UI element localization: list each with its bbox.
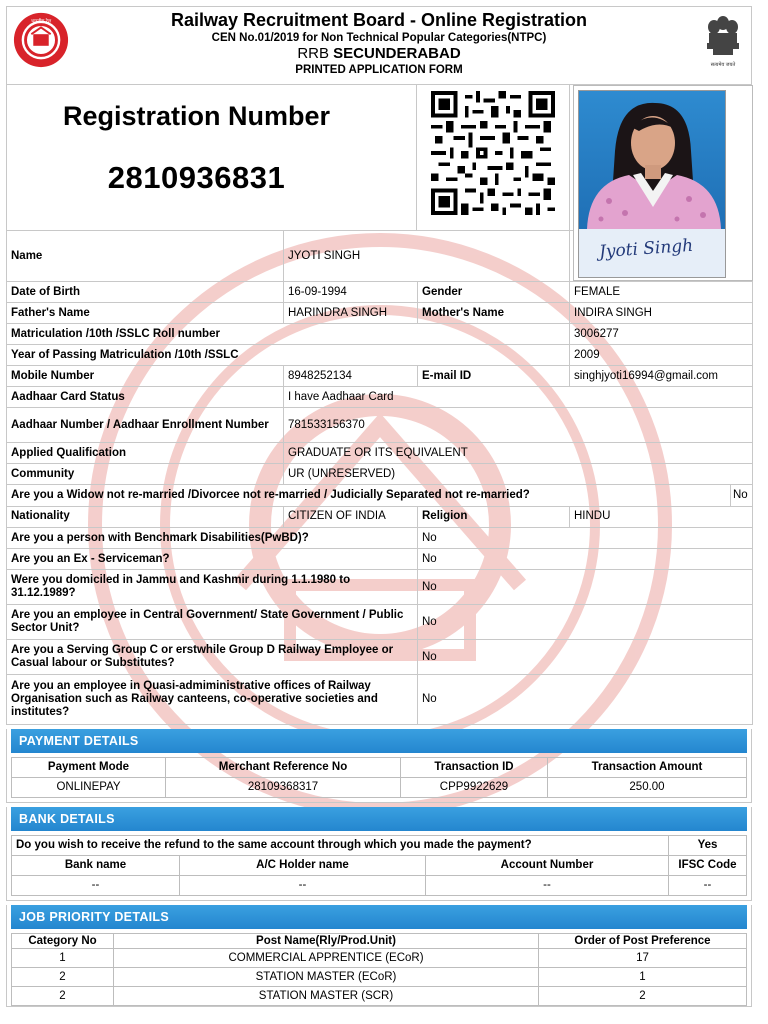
table-row: [12, 949, 747, 968]
table-row: [7, 324, 753, 345]
bank-table: [11, 855, 747, 896]
religion-value: HINDU: [570, 507, 753, 528]
candidate-signature: Jyoti Singh: [598, 235, 694, 263]
account-holder-value: --: [180, 876, 426, 896]
religion-label: Religion: [418, 507, 570, 528]
father-name-label: Father's Name: [7, 303, 284, 324]
payment-section: [6, 729, 752, 803]
table-row: [7, 605, 753, 640]
jk-domicile-value: No: [418, 570, 753, 605]
qualification-label: Applied Qualification: [7, 443, 284, 464]
table-row: [7, 303, 753, 324]
category-no-header: Category No: [12, 934, 114, 949]
father-name-value: HARINDRA SINGH: [284, 303, 418, 324]
account-holder-header: A/C Holder name: [180, 856, 426, 876]
bank-section: [6, 807, 752, 901]
dob-value: 16-09-1994: [284, 282, 418, 303]
form-header: [6, 6, 752, 84]
pwbd-value: No: [418, 528, 753, 549]
table-row: [7, 640, 753, 675]
payment-table: [11, 757, 747, 798]
aadhaar-number-label: Aadhaar Number / Aadhaar Enrollment Number: [7, 408, 284, 443]
registration-number-value: 2810936831: [107, 160, 286, 195]
table-row: [7, 485, 753, 506]
ex-serviceman-value: No: [418, 549, 753, 570]
pwbd-label: Are you a person with Benchmark Disabilities(PwBD)?: [7, 528, 418, 549]
widow-label: Are you a Widow not re-married /Divorcee not re-married / Judicially Separated not re-married?: [7, 485, 731, 506]
widow-table: [6, 485, 753, 507]
merchant-ref-value: 28109368317: [166, 778, 401, 798]
matric-year-value: 2009: [570, 345, 753, 366]
transaction-id-header: Transaction ID: [401, 758, 548, 778]
refund-answer: Yes: [669, 836, 747, 856]
rrb-prefix: RRB: [297, 45, 329, 62]
bank-name-header: Bank name: [12, 856, 180, 876]
post-preference-header: Order of Post Preference: [539, 934, 747, 949]
table-row: [7, 408, 753, 443]
header-subtitle: CEN No.01/2019 for Non Technical Popular Categories(NTPC): [211, 32, 547, 44]
aadhaar-status-value: I have Aadhaar Card: [284, 387, 753, 408]
bank-name-value: --: [12, 876, 180, 896]
post-name-value: STATION MASTER (ECoR): [114, 968, 539, 987]
transaction-amount-value: 250.00: [548, 778, 747, 798]
payment-mode-header: Payment Mode: [12, 758, 166, 778]
category-no-value: 2: [12, 987, 114, 1006]
ifsc-code-header: IFSC Code: [669, 856, 747, 876]
dob-label: Date of Birth: [7, 282, 284, 303]
header-title: Railway Recruitment Board - Online Registration: [170, 10, 588, 30]
table-header-row: [12, 758, 747, 778]
transaction-amount-header: Transaction Amount: [548, 758, 747, 778]
rrb-zone: SECUNDERABAD: [333, 45, 461, 62]
quasi-admin-label: Are you an employee in Quasi-admiministrative offices of Railway Organisation such as Railway canteens, co-operative societies and institutes?: [7, 675, 418, 725]
indian-railways-logo: [12, 11, 70, 69]
aadhaar-number-value: 781533156370: [284, 408, 753, 443]
account-number-value: --: [426, 876, 669, 896]
table-row: [7, 345, 753, 366]
bank-refund-table: [11, 835, 747, 856]
quasi-admin-value: No: [418, 675, 753, 725]
table-row: [7, 675, 753, 725]
gender-value: FEMALE: [570, 282, 753, 303]
qr-code-box: [418, 85, 570, 231]
post-preference-value: 1: [539, 968, 747, 987]
signature-area: [579, 229, 726, 278]
qualification-value: GRADUATE OR ITS EQUIVALENT: [284, 443, 753, 464]
table-row: [7, 387, 753, 408]
table-header-row: [12, 856, 747, 876]
table-row: [12, 778, 747, 798]
nationality-value: CITIZEN OF INDIA: [284, 507, 418, 528]
post-name-header: Post Name(Rly/Prod.Unit): [114, 934, 539, 949]
matric-roll-label: Matriculation /10th /SSLC Roll number: [7, 324, 570, 345]
account-number-header: Account Number: [426, 856, 669, 876]
refund-question: Do you wish to receive the refund to the same account through which you made the payment?: [12, 836, 669, 856]
emblem-caption: सत्यमेव जयते: [710, 62, 736, 68]
matric-year-label: Year of Passing Matriculation /10th /SSLC: [7, 345, 570, 366]
mother-name-value: INDIRA SINGH: [570, 303, 753, 324]
table-row: [12, 836, 747, 856]
table-row: [7, 528, 753, 549]
logo-text: भारतीय रेल: [30, 19, 52, 25]
other-details-table: [6, 507, 753, 726]
email-label: E-mail ID: [418, 366, 570, 387]
table-row: [7, 366, 753, 387]
mobile-value: 8948252134: [284, 366, 418, 387]
table-row: [7, 507, 753, 528]
national-emblem-icon: [703, 11, 743, 71]
bank-section-title: BANK DETAILS: [11, 807, 747, 831]
transaction-id-value: CPP9922629: [401, 778, 548, 798]
ifsc-code-value: --: [669, 876, 747, 896]
application-form: [6, 6, 752, 1007]
table-row: [7, 549, 753, 570]
email-value: singhjyoti16994@gmail.com: [570, 366, 753, 387]
merchant-ref-header: Merchant Reference No: [166, 758, 401, 778]
table-row: [12, 876, 747, 896]
header-text: [87, 9, 671, 77]
qr-code-icon: [428, 91, 558, 215]
table-row: [7, 464, 753, 485]
table-row: [7, 282, 753, 303]
rrb-name: [87, 45, 671, 63]
post-name-value: COMMERCIAL APPRENTICE (ECoR): [114, 949, 539, 968]
post-name-value: STATION MASTER (SCR): [114, 987, 539, 1006]
nationality-label: Nationality: [7, 507, 284, 528]
registration-number-box: [7, 85, 417, 231]
post-preference-value: 2: [539, 987, 747, 1006]
table-row: [12, 968, 747, 987]
form-title: PRINTED APPLICATION FORM: [295, 64, 463, 76]
post-preference-value: 17: [539, 949, 747, 968]
payment-mode-value: ONLINEPAY: [12, 778, 166, 798]
aadhaar-status-label: Aadhaar Card Status: [7, 387, 284, 408]
name-value: JYOTI SINGH: [284, 231, 570, 282]
ex-serviceman-label: Are you an Ex - Serviceman?: [7, 549, 418, 570]
job-priority-section-title: JOB PRIORITY DETAILS: [11, 905, 747, 929]
mobile-label: Mobile Number: [7, 366, 284, 387]
widow-value: No: [731, 485, 753, 506]
mother-name-label: Mother's Name: [418, 303, 570, 324]
candidate-photo: [578, 90, 726, 278]
table-row: [7, 570, 753, 605]
job-priority-section: [6, 905, 752, 1007]
payment-section-title: PAYMENT DETAILS: [11, 729, 747, 753]
table-header-row: [12, 934, 747, 949]
candidate-photo-box: [573, 85, 753, 281]
serving-railway-label: Are you a Serving Group C or erstwhile Group D Railway Employee or Casual labour or Substitutes?: [7, 640, 418, 675]
govt-employee-label: Are you an employee in Central Government/ State Government / Public Sector Unit?: [7, 605, 418, 640]
candidate-photo-image: [579, 91, 726, 229]
category-no-value: 2: [12, 968, 114, 987]
job-priority-table: [11, 933, 747, 1006]
table-row: [7, 443, 753, 464]
table-row: [12, 987, 747, 1006]
registration-number-label: Registration Number: [62, 101, 331, 131]
community-value: UR (UNRESERVED): [284, 464, 753, 485]
gender-label: Gender: [418, 282, 570, 303]
jk-domicile-label: Were you domiciled in Jammu and Kashmir during 1.1.1980 to 31.12.1989?: [7, 570, 418, 605]
community-label: Community: [7, 464, 284, 485]
matric-roll-value: 3006277: [570, 324, 753, 345]
govt-employee-value: No: [418, 605, 753, 640]
category-no-value: 1: [12, 949, 114, 968]
name-label: Name: [7, 231, 284, 282]
serving-railway-value: No: [418, 640, 753, 675]
